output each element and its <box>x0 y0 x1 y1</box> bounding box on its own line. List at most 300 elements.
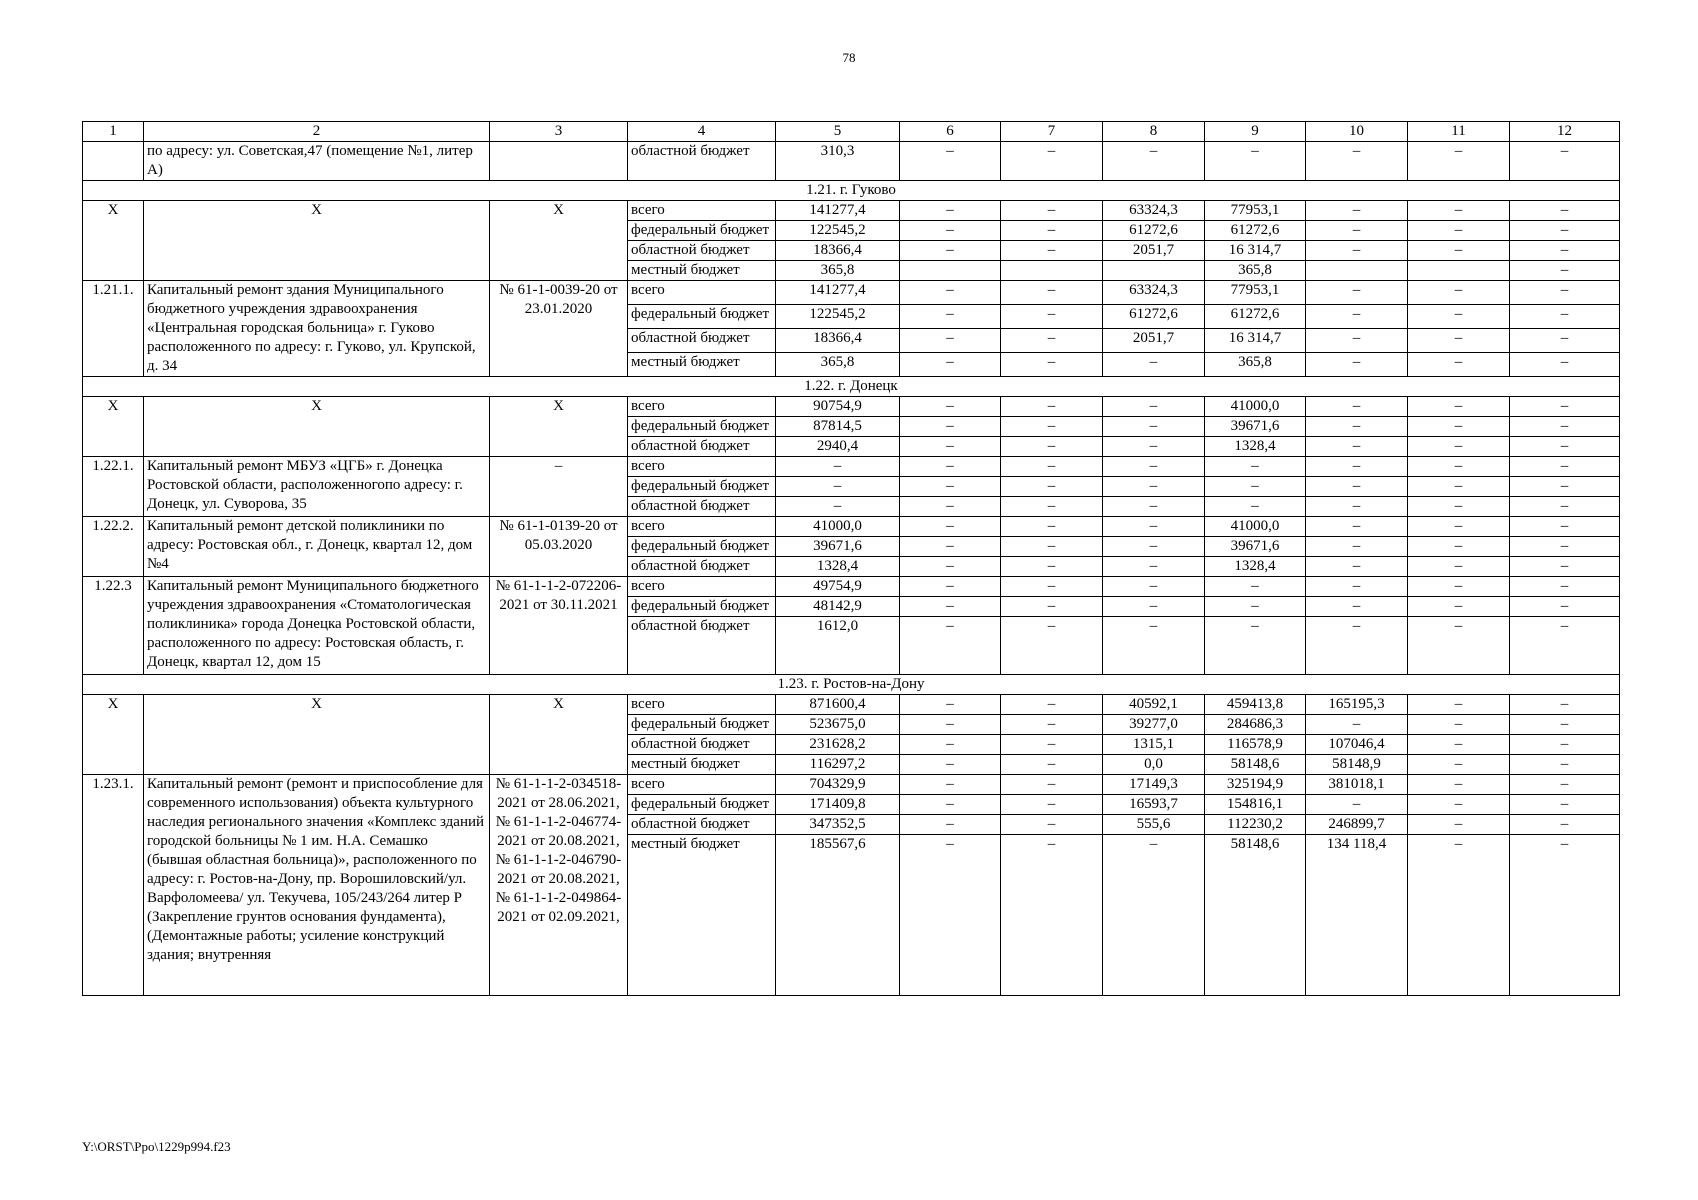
column-header: 2 <box>144 122 490 142</box>
value-cell: Х <box>490 695 628 775</box>
section-heading-row <box>83 377 1620 397</box>
value-cell: – <box>1408 281 1510 305</box>
value-cell: – <box>1306 617 1408 675</box>
value-cell: – <box>900 517 1001 537</box>
value-cell: – <box>1001 477 1103 497</box>
value-cell: – <box>1408 305 1510 329</box>
value-cell: – <box>1306 201 1408 221</box>
value-cell: – <box>900 577 1001 597</box>
value-cell: – <box>1408 477 1510 497</box>
value-cell: 16 314,7 <box>1205 329 1306 353</box>
value-cell: – <box>1001 497 1103 517</box>
value-cell: – <box>900 715 1001 735</box>
value-cell: – <box>900 795 1001 815</box>
value-cell: – <box>1408 457 1510 477</box>
text-cell: всего <box>628 201 776 221</box>
value-cell: – <box>1306 417 1408 437</box>
value-cell: – <box>1510 557 1620 577</box>
value-cell: – <box>1103 597 1205 617</box>
value-cell: 555,6 <box>1103 815 1205 835</box>
text-cell: местный бюджет <box>628 353 776 377</box>
value-cell: – <box>1306 597 1408 617</box>
value-cell: 122545,2 <box>776 305 900 329</box>
table-row <box>83 457 1620 477</box>
value-cell: – <box>1001 597 1103 617</box>
budget-table <box>82 121 1620 996</box>
value-cell: 41000,0 <box>776 517 900 537</box>
value-cell: 39277,0 <box>1103 715 1205 735</box>
value-cell: Х <box>83 201 144 281</box>
value-cell: – <box>1510 397 1620 417</box>
value-cell: 61272,6 <box>1103 305 1205 329</box>
value-cell: – <box>1103 417 1205 437</box>
value-cell: – <box>900 835 1001 996</box>
value-cell: – <box>1408 835 1510 996</box>
value-cell: 58148,6 <box>1205 755 1306 775</box>
value-cell: – <box>1103 497 1205 517</box>
text-cell: федеральный бюджет <box>628 477 776 497</box>
value-cell: – <box>1306 537 1408 557</box>
value-cell: 58148,6 <box>1205 835 1306 996</box>
text-cell: областной бюджет <box>628 329 776 353</box>
value-cell: 1.22.3 <box>83 577 144 675</box>
value-cell: 77953,1 <box>1205 201 1306 221</box>
value-cell: 0,0 <box>1103 755 1205 775</box>
value-cell: – <box>1510 517 1620 537</box>
text-cell: федеральный бюджет <box>628 221 776 241</box>
value-cell: 61272,6 <box>1205 305 1306 329</box>
value-cell: – <box>1510 457 1620 477</box>
value-cell: – <box>1408 241 1510 261</box>
value-cell: – <box>1306 477 1408 497</box>
column-header: 10 <box>1306 122 1408 142</box>
value-cell: 122545,2 <box>776 221 900 241</box>
value-cell: – <box>1510 775 1620 795</box>
table-row <box>83 201 1620 221</box>
section-heading: 1.23. г. Ростов-на-Дону <box>83 675 1620 695</box>
value-cell: – <box>1205 142 1306 181</box>
value-cell: – <box>900 735 1001 755</box>
value-cell: – <box>1408 537 1510 557</box>
value-cell: – <box>1408 417 1510 437</box>
value-cell: 17149,3 <box>1103 775 1205 795</box>
value-cell: 325194,9 <box>1205 775 1306 795</box>
value-cell: – <box>1408 695 1510 715</box>
value-cell: – <box>900 241 1001 261</box>
value-cell: 347352,5 <box>776 815 900 835</box>
text-cell: областной бюджет <box>628 557 776 577</box>
value-cell: 39671,6 <box>1205 417 1306 437</box>
value-cell: 90754,9 <box>776 397 900 417</box>
value-cell: – <box>1103 477 1205 497</box>
value-cell: – <box>1408 353 1510 377</box>
text-cell: федеральный бюджет <box>628 305 776 329</box>
value-cell: – <box>776 457 900 477</box>
text-cell: всего <box>628 577 776 597</box>
value-cell: 18366,4 <box>776 329 900 353</box>
value-cell: – <box>1001 557 1103 577</box>
value-cell: 2940,4 <box>776 437 900 457</box>
text-cell: федеральный бюджет <box>628 417 776 437</box>
value-cell: – <box>1001 241 1103 261</box>
value-cell: – <box>1306 497 1408 517</box>
value-cell: – <box>1510 221 1620 241</box>
value-cell: Х <box>144 695 490 775</box>
value-cell: – <box>1001 281 1103 305</box>
value-cell: – <box>776 477 900 497</box>
value-cell: 18366,4 <box>776 241 900 261</box>
value-cell: – <box>1205 477 1306 497</box>
value-cell: 310,3 <box>776 142 900 181</box>
value-cell: 1.22.2. <box>83 517 144 577</box>
text-cell: областной бюджет <box>628 735 776 755</box>
value-cell: – <box>1001 437 1103 457</box>
value-cell: – <box>1001 617 1103 675</box>
table-row <box>83 695 1620 715</box>
value-cell: 48142,9 <box>776 597 900 617</box>
value-cell: – <box>1103 397 1205 417</box>
value-cell: – <box>1306 329 1408 353</box>
value-cell: – <box>1001 201 1103 221</box>
value-cell: 2051,7 <box>1103 241 1205 261</box>
value-cell: № 61-1-0039-20 от 23.01.2020 <box>490 281 628 377</box>
value-cell: – <box>1205 617 1306 675</box>
table-row <box>83 577 1620 597</box>
value-cell: – <box>1408 397 1510 417</box>
text-cell: федеральный бюджет <box>628 795 776 815</box>
value-cell: № 61-1-1-2-034518-2021 от 28.06.2021, № 61-1-1-2-046774-2021 от 20.08.2021, № 61-1-1-2-046790-2021 от 20.08.2021, № 61-1-1-2-049864-2021 от 02.09.2021, <box>490 775 628 996</box>
value-cell: 63324,3 <box>1103 281 1205 305</box>
value-cell: – <box>900 142 1001 181</box>
value-cell: – <box>1510 537 1620 557</box>
value-cell: – <box>900 537 1001 557</box>
column-header: 11 <box>1408 122 1510 142</box>
value-cell: Х <box>144 397 490 457</box>
value-cell: – <box>1408 597 1510 617</box>
column-header: 4 <box>628 122 776 142</box>
value-cell: – <box>1205 457 1306 477</box>
value-cell <box>1103 261 1205 281</box>
value-cell: 1.23.1. <box>83 775 144 996</box>
value-cell <box>1001 261 1103 281</box>
value-cell: – <box>900 417 1001 437</box>
value-cell: 1.22.1. <box>83 457 144 517</box>
value-cell: – <box>1001 353 1103 377</box>
value-cell: – <box>1408 795 1510 815</box>
value-cell: – <box>1001 775 1103 795</box>
text-cell: Капитальный ремонт детской поликлиники по адресу: Ростовская обл., г. Донецк, квартал 12, дом №4 <box>144 517 490 577</box>
value-cell: 116297,2 <box>776 755 900 775</box>
value-cell: 1328,4 <box>1205 437 1306 457</box>
value-cell: – <box>1306 795 1408 815</box>
value-cell: 16593,7 <box>1103 795 1205 815</box>
value-cell: 154816,1 <box>1205 795 1306 815</box>
value-cell: 231628,2 <box>776 735 900 755</box>
value-cell: – <box>900 329 1001 353</box>
value-cell: – <box>1408 815 1510 835</box>
text-cell: федеральный бюджет <box>628 537 776 557</box>
value-cell: – <box>900 477 1001 497</box>
value-cell: Х <box>490 201 628 281</box>
value-cell: 141277,4 <box>776 201 900 221</box>
value-cell: – <box>1205 497 1306 517</box>
text-cell: всего <box>628 775 776 795</box>
value-cell: – <box>1510 329 1620 353</box>
value-cell: – <box>1408 142 1510 181</box>
value-cell: – <box>900 775 1001 795</box>
value-cell: 365,8 <box>1205 261 1306 281</box>
value-cell <box>1408 261 1510 281</box>
value-cell: – <box>1510 835 1620 996</box>
table-row <box>83 142 1620 181</box>
text-cell: областной бюджет <box>628 617 776 675</box>
value-cell: Х <box>490 397 628 457</box>
value-cell: – <box>900 497 1001 517</box>
text-cell: областной бюджет <box>628 142 776 181</box>
column-header: 6 <box>900 122 1001 142</box>
value-cell: 523675,0 <box>776 715 900 735</box>
value-cell: – <box>1306 305 1408 329</box>
value-cell: – <box>1001 517 1103 537</box>
value-cell <box>900 261 1001 281</box>
value-cell: – <box>1408 497 1510 517</box>
table-body <box>83 122 1620 996</box>
text-cell: областной бюджет <box>628 497 776 517</box>
value-cell: – <box>900 597 1001 617</box>
value-cell: 381018,1 <box>1306 775 1408 795</box>
value-cell: 63324,3 <box>1103 201 1205 221</box>
file-path-footer: Y:\ORST\Ppo\1229p994.f23 <box>82 1139 231 1154</box>
section-heading-row <box>83 181 1620 201</box>
column-header: 7 <box>1001 122 1103 142</box>
column-header: 1 <box>83 122 144 142</box>
value-cell: 116578,9 <box>1205 735 1306 755</box>
text-cell: Капитальный ремонт (ремонт и приспособление для современного использования) объекта культурного наследия регионального значения «Комплекс зданий городской больницы № 1 им. Н.А. Семашко (бывшая областная больница)», расположенного по адресу: г. Ростов-на-Дону, пр. Ворошиловский/ул. Варфоломеева/ ул. Текучева, 105/243/264 литер Р (Закрепление грунтов основания фундамента), (Демонтажные работы; усиление конструкций здания; внутренняя <box>144 775 490 996</box>
value-cell: – <box>1306 221 1408 241</box>
value-cell: – <box>1408 775 1510 795</box>
value-cell: – <box>1001 577 1103 597</box>
value-cell: Х <box>83 695 144 775</box>
value-cell: – <box>900 305 1001 329</box>
value-cell: – <box>1510 142 1620 181</box>
value-cell: 107046,4 <box>1306 735 1408 755</box>
text-cell: областной бюджет <box>628 241 776 261</box>
value-cell: – <box>1306 457 1408 477</box>
value-cell: – <box>1001 755 1103 775</box>
value-cell: 1315,1 <box>1103 735 1205 755</box>
value-cell: 1328,4 <box>1205 557 1306 577</box>
text-cell: всего <box>628 517 776 537</box>
text-cell: Капитальный ремонт Муниципального бюджетного учреждения здравоохранения «Стоматологическая поликлиника» города Донецка Ростовской области, расположенного по адресу: Ростовская область, г. Донецк, квартал 12, дом 15 <box>144 577 490 675</box>
value-cell: 1328,4 <box>776 557 900 577</box>
value-cell: – <box>1510 715 1620 735</box>
value-cell: – <box>1408 517 1510 537</box>
budget-table-wrapper <box>82 121 1619 996</box>
table-row <box>83 517 1620 537</box>
value-cell: – <box>1103 577 1205 597</box>
value-cell: – <box>1306 517 1408 537</box>
value-cell: 246899,7 <box>1306 815 1408 835</box>
value-cell: 41000,0 <box>1205 397 1306 417</box>
value-cell: 459413,8 <box>1205 695 1306 715</box>
value-cell: – <box>1510 241 1620 261</box>
page-number: 78 <box>842 50 856 65</box>
value-cell: – <box>1103 835 1205 996</box>
value-cell: – <box>1510 735 1620 755</box>
value-cell: – <box>1001 835 1103 996</box>
value-cell <box>1306 261 1408 281</box>
value-cell: – <box>900 437 1001 457</box>
value-cell: – <box>1408 329 1510 353</box>
value-cell: – <box>900 695 1001 715</box>
text-cell: местный бюджет <box>628 261 776 281</box>
value-cell: – <box>900 281 1001 305</box>
value-cell: – <box>1306 353 1408 377</box>
value-cell: – <box>1001 329 1103 353</box>
value-cell: – <box>1103 437 1205 457</box>
value-cell: – <box>900 617 1001 675</box>
value-cell: – <box>1103 557 1205 577</box>
value-cell: – <box>1510 417 1620 437</box>
value-cell: 77953,1 <box>1205 281 1306 305</box>
value-cell: – <box>1306 437 1408 457</box>
value-cell: – <box>1205 597 1306 617</box>
value-cell: – <box>776 497 900 517</box>
value-cell: – <box>1306 715 1408 735</box>
value-cell: 2051,7 <box>1103 329 1205 353</box>
value-cell: – <box>1306 281 1408 305</box>
column-header: 5 <box>776 122 900 142</box>
value-cell: 134 118,4 <box>1306 835 1408 996</box>
value-cell: – <box>1408 437 1510 457</box>
value-cell: – <box>1001 417 1103 437</box>
value-cell: – <box>1306 557 1408 577</box>
value-cell: 87814,5 <box>776 417 900 437</box>
value-cell: – <box>1205 577 1306 597</box>
value-cell: – <box>1103 517 1205 537</box>
value-cell: – <box>1306 241 1408 261</box>
value-cell: – <box>1306 577 1408 597</box>
value-cell: – <box>1103 537 1205 557</box>
column-header: 9 <box>1205 122 1306 142</box>
value-cell: – <box>900 755 1001 775</box>
value-cell: – <box>1306 142 1408 181</box>
value-cell: – <box>1510 695 1620 715</box>
value-cell: 871600,4 <box>776 695 900 715</box>
value-cell: – <box>1510 281 1620 305</box>
value-cell: 365,8 <box>1205 353 1306 377</box>
value-cell: № 61-1-1-2-072206-2021 от 30.11.2021 <box>490 577 628 675</box>
column-header: 12 <box>1510 122 1620 142</box>
text-cell: местный бюджет <box>628 835 776 996</box>
value-cell: – <box>1408 755 1510 775</box>
value-cell: – <box>1001 457 1103 477</box>
value-cell: – <box>1510 497 1620 517</box>
text-cell: местный бюджет <box>628 755 776 775</box>
value-cell: Х <box>83 397 144 457</box>
text-cell: федеральный бюджет <box>628 597 776 617</box>
value-cell: 61272,6 <box>1103 221 1205 241</box>
column-header: 3 <box>490 122 628 142</box>
value-cell: 141277,4 <box>776 281 900 305</box>
value-cell: – <box>1001 305 1103 329</box>
value-cell: – <box>1001 795 1103 815</box>
value-cell: 112230,2 <box>1205 815 1306 835</box>
value-cell: – <box>1001 537 1103 557</box>
value-cell: 365,8 <box>776 261 900 281</box>
value-cell: 40592,1 <box>1103 695 1205 715</box>
text-cell: Капитальный ремонт МБУЗ «ЦГБ» г. Донецка Ростовской области, расположенногопо адресу: г. Донецк, ул. Суворова, 35 <box>144 457 490 517</box>
value-cell: Х <box>144 201 490 281</box>
text-cell: всего <box>628 397 776 417</box>
value-cell: – <box>900 353 1001 377</box>
value-cell: – <box>900 557 1001 577</box>
value-cell: – <box>900 221 1001 241</box>
value-cell: 284686,3 <box>1205 715 1306 735</box>
value-cell: – <box>1001 695 1103 715</box>
value-cell: – <box>900 457 1001 477</box>
value-cell: – <box>1001 142 1103 181</box>
value-cell: 61272,6 <box>1205 221 1306 241</box>
value-cell: – <box>1510 201 1620 221</box>
value-cell: – <box>1103 353 1205 377</box>
value-cell <box>83 142 144 181</box>
value-cell: – <box>1408 201 1510 221</box>
value-cell: – <box>1001 397 1103 417</box>
value-cell: – <box>1408 715 1510 735</box>
value-cell: 39671,6 <box>776 537 900 557</box>
value-cell: – <box>1510 755 1620 775</box>
value-cell: – <box>490 457 628 517</box>
table-row <box>83 281 1620 305</box>
text-cell: по адресу: ул. Советская,47 (помещение №1, литер А) <box>144 142 490 181</box>
value-cell: – <box>900 397 1001 417</box>
value-cell: – <box>1001 221 1103 241</box>
value-cell: – <box>1510 795 1620 815</box>
value-cell: – <box>1408 617 1510 675</box>
value-cell: – <box>1306 397 1408 417</box>
value-cell: 39671,6 <box>1205 537 1306 557</box>
value-cell: – <box>1510 353 1620 377</box>
text-cell: всего <box>628 281 776 305</box>
column-header: 8 <box>1103 122 1205 142</box>
value-cell: – <box>1001 715 1103 735</box>
table-row <box>83 775 1620 795</box>
table-row <box>83 397 1620 417</box>
text-cell: всего <box>628 695 776 715</box>
value-cell: – <box>1510 305 1620 329</box>
value-cell: 49754,9 <box>776 577 900 597</box>
value-cell: 58148,9 <box>1306 755 1408 775</box>
value-cell: – <box>1001 735 1103 755</box>
value-cell: 1612,0 <box>776 617 900 675</box>
value-cell: – <box>1510 815 1620 835</box>
value-cell: – <box>1510 437 1620 457</box>
value-cell: – <box>1408 557 1510 577</box>
value-cell: – <box>1510 261 1620 281</box>
value-cell: – <box>1408 735 1510 755</box>
section-heading: 1.21. г. Гуково <box>83 181 1620 201</box>
value-cell <box>490 142 628 181</box>
table-header-row <box>83 122 1620 142</box>
value-cell: – <box>900 201 1001 221</box>
value-cell: № 61-1-0139-20 от 05.03.2020 <box>490 517 628 577</box>
text-cell: федеральный бюджет <box>628 715 776 735</box>
text-cell: всего <box>628 457 776 477</box>
value-cell: – <box>1510 577 1620 597</box>
value-cell: – <box>1510 617 1620 675</box>
value-cell: – <box>1510 477 1620 497</box>
